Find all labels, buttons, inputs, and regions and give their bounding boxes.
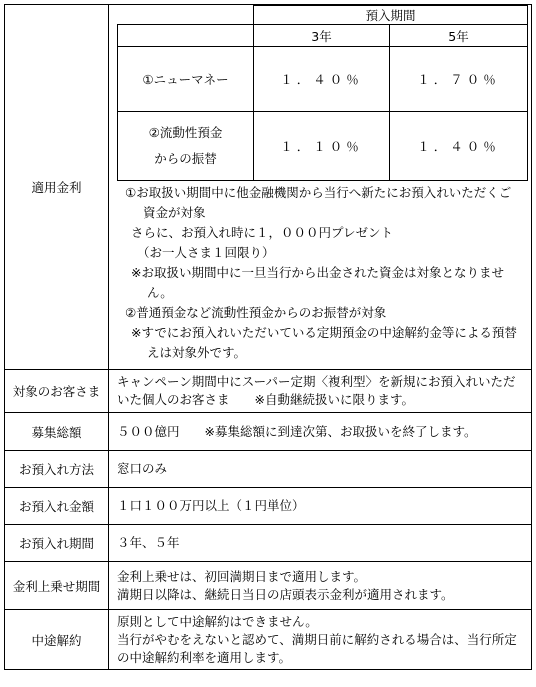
- bonus-period-label: 金利上乗せ期間: [5, 562, 109, 610]
- deposit-method-value: 窓口のみ: [109, 451, 532, 488]
- bonus-period-value-1: 金利上乗せは、初回満期日まで適用します。: [117, 568, 367, 584]
- note-exclusion: ※お取扱い期間中に一旦当行から出金された資金は対象となりません。: [131, 265, 504, 300]
- rate-table: [117, 5, 528, 181]
- terms-table: [4, 4, 532, 670]
- applied-rate-row: [5, 5, 532, 370]
- deposit-amount-value: １口１００万円以上（１円単位）: [109, 488, 532, 525]
- rate-transfer-5y: １．４０％: [417, 139, 500, 154]
- deposit-method-label: お預入れ方法: [5, 451, 109, 488]
- rate-new-money-3y: １．４０％: [280, 72, 363, 87]
- note-transfer: ②普通預金など流動性預金からのお振替が対象: [125, 305, 387, 320]
- row-new-money-label: ①ニューマネー: [118, 47, 254, 112]
- total-amount-label: 募集総額: [5, 413, 109, 451]
- target-customer-row: [5, 370, 532, 413]
- col-5-years: 5年: [390, 25, 528, 47]
- total-amount-row: [5, 413, 532, 451]
- row-transfer-label: ②流動性預金 からの振替: [118, 112, 254, 181]
- rate-notes: [109, 181, 531, 369]
- note-new-money: ①お取扱い期間中に他金融機関から当行へ新たにお預入れいただくご資金が対象: [125, 185, 512, 220]
- note-transfer-exclusion: ※すでにお預入れいただいている定期預金の中途解約金等による預替えは対象外です。: [131, 325, 517, 360]
- deposit-period-label: お預入れ期間: [5, 525, 109, 562]
- target-customer-label: 対象のお客さま: [5, 370, 109, 413]
- rate-transfer-3y: １．１０％: [280, 139, 363, 154]
- target-customer-value: キャンペーン期間中にスーパー定期〈複利型〉を新規にお預入れいただいた個人のお客さま ※自動継続扱いに限ります。: [109, 370, 532, 413]
- col-3-years: 3年: [254, 25, 390, 47]
- deposit-period-row: [5, 525, 532, 562]
- deposit-amount-label: お預入れ金額: [5, 488, 109, 525]
- bonus-period-row: [5, 562, 532, 610]
- early-cancel-label: 中途解約: [5, 610, 109, 670]
- period-header: 預入期間: [254, 6, 528, 25]
- note-limit: （お一人さま１回限り）: [137, 245, 275, 260]
- early-cancel-row: [5, 610, 532, 670]
- early-cancel-value-1: 原則として中途解約はできません。: [117, 613, 318, 629]
- deposit-method-row: [5, 451, 532, 488]
- applied-rate-label: 適用金利: [5, 5, 109, 370]
- deposit-amount-row: [5, 488, 532, 525]
- total-amount-value: ５００億円 ※募集総額に到達次第、お取扱いを終了します。: [109, 413, 532, 451]
- note-present: さらに、お預入れ時に１，０００円プレゼント: [131, 225, 394, 240]
- rate-new-money-5y: １．７０％: [417, 72, 500, 87]
- deposit-period-value: ３年、５年: [109, 525, 532, 562]
- bonus-period-value-2: 満期日以降は、継続日当日の店頭表示金利が適用されます。: [117, 586, 454, 602]
- early-cancel-value-2: 当行がやむをえないと認めて、満期日前に解約される場合は、当行所定の中途解約利率を適用します。: [117, 631, 517, 665]
